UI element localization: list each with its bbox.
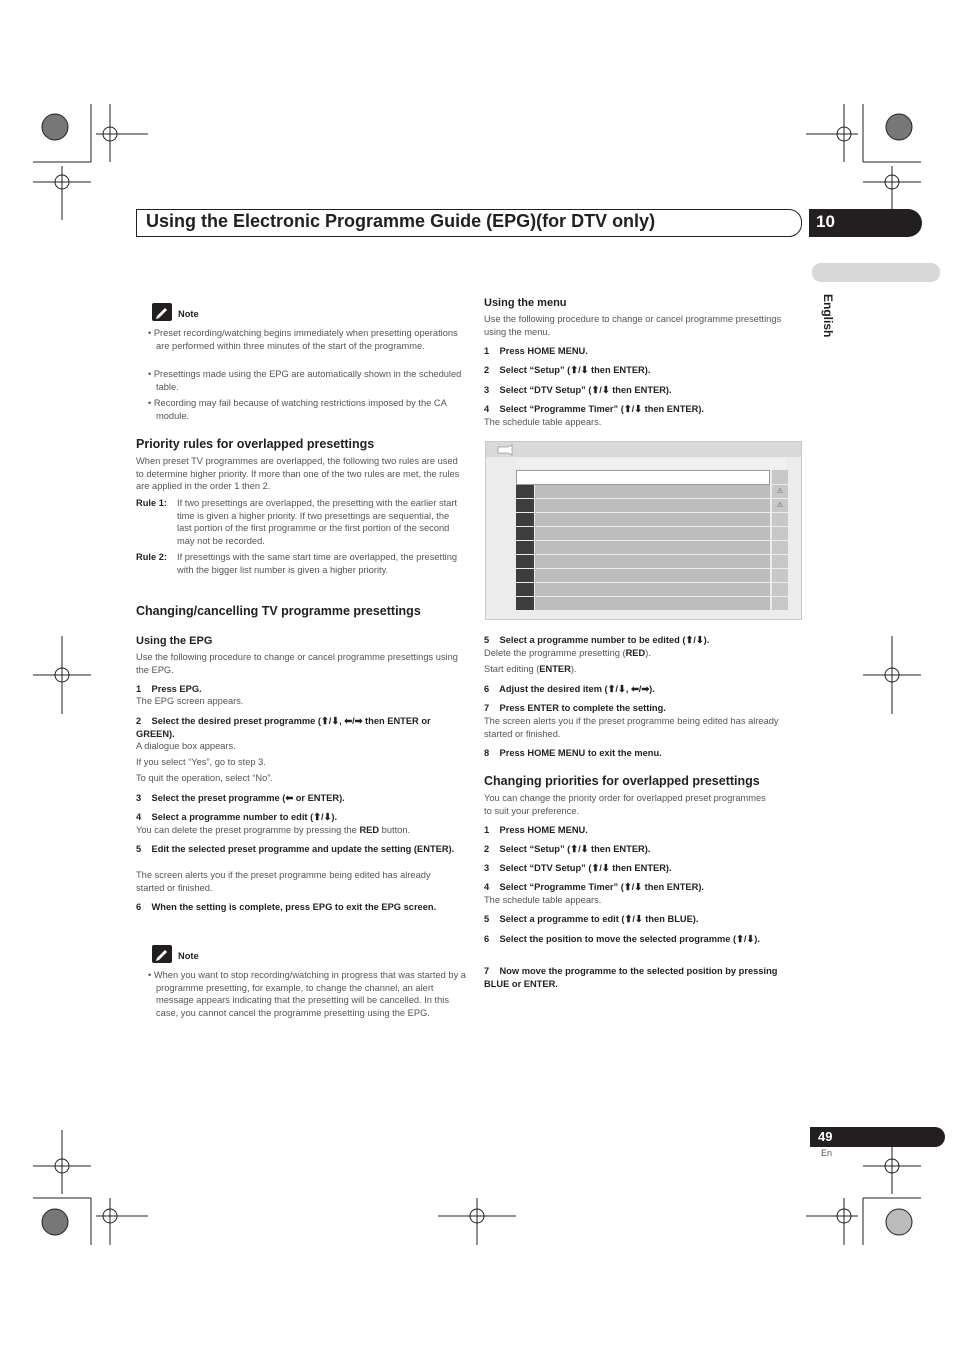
paragraph: Use the following procedure to change or cancel programme presettings using the EPG. (136, 652, 458, 675)
step-note: The screen alerts you if the preset programme being edited has already started or finished. (136, 870, 431, 893)
step-note: Delete the programme presetting (RED). (484, 648, 651, 658)
table-row (516, 499, 788, 512)
step: 7 Now move the programme to the selected position by pressing BLUE or ENTER. (484, 966, 781, 989)
step-note: You can delete the preset programme by pressing the RED button. (136, 825, 411, 835)
step: 4 Select “Programme Timer” (⬆/⬇ then ENTER). (484, 882, 704, 892)
table-row (516, 569, 788, 582)
note-label: Note (178, 951, 199, 961)
step-note: The schedule table appears. (484, 417, 602, 427)
note-bullet: • Recording may fail because of watching restrictions imposed by the CA module. (148, 398, 447, 421)
step: 6 Adjust the desired item (⬆/⬇, ⬅/➡). (484, 684, 655, 694)
step: 1 Press HOME MENU. (484, 825, 588, 835)
note-label: Note (178, 309, 199, 319)
table-row (516, 555, 788, 568)
step-note: The EPG screen appears. (136, 696, 244, 706)
rule-label: Rule 2: (136, 552, 168, 562)
section-heading: Priority rules for overlapped presettings (136, 437, 375, 451)
rule-text: If two presettings are overlapped, the presetting with the earlier start time is given a higher priority. If two presettings are sequential, the last portion of the first programme or the first portion of the second may not be recorded. (177, 498, 458, 546)
section-heading: Changing/cancelling TV programme presettings (136, 604, 421, 618)
step-note: If you select “Yes”, go to step 3. (136, 757, 266, 767)
warning-icon: ⚠ (772, 485, 788, 498)
section-heading: Changing priorities for overlapped presettings (484, 774, 760, 788)
step: 2 Select “Setup” (⬆/⬇ then ENTER). (484, 365, 651, 375)
step-note: The screen alerts you if the preset programme being edited has already started or finished. (484, 716, 779, 739)
step: 6 When the setting is complete, press EPG to exit the EPG screen. (136, 902, 437, 912)
note-bullet: • Presettings made using the EPG are automatically shown in the scheduled table. (148, 369, 462, 392)
step: 1 Press EPG. (136, 684, 202, 694)
step: 8 Press HOME MENU to exit the menu. (484, 748, 662, 758)
step: 7 Press ENTER to complete the setting. (484, 703, 666, 713)
paragraph: You can change the priority order for overlapped preset programmes to suit your preference. (484, 793, 766, 816)
table-row (516, 485, 788, 498)
step: 3 Select “DTV Setup” (⬆/⬇ then ENTER). (484, 863, 672, 873)
step: 2 Select “Setup” (⬆/⬇ then ENTER). (484, 844, 651, 854)
step: 3 Select the preset programme (⬅ or ENTER). (136, 793, 345, 803)
note-icon (152, 303, 172, 321)
language-code: En (821, 1148, 833, 1158)
language-label: English (821, 294, 835, 338)
note-bullet: • Preset recording/watching begins immediately when presetting operations are performed within three minutes of the start of the programme. (148, 328, 458, 351)
table-row (516, 597, 788, 610)
table-row (516, 527, 788, 540)
chapter-number: 10 (816, 212, 835, 231)
rule-label: Rule 1: (136, 498, 168, 508)
warning-icon: ⚠ (772, 499, 788, 512)
note-icon (152, 945, 172, 963)
timer-icon (496, 444, 514, 456)
table-row (516, 541, 788, 554)
selected-row (516, 470, 770, 485)
rule-text: If presettings with the same start time are overlapped, the presetting with the bigger list number is given a higher priority. (177, 552, 458, 575)
step: 2 Select the desired preset programme (⬆/⬇, ⬅/➡ then ENTER or GREEN). (136, 716, 434, 739)
step: 5 Select a programme to edit (⬆/⬇ then BLUE). (484, 914, 699, 924)
paragraph: Use the following procedure to change or cancel programme presettings using the menu. (484, 314, 782, 337)
chapter-badge (809, 209, 922, 237)
page-number-badge (810, 1127, 945, 1147)
screen-title-bar (486, 442, 801, 457)
table-row (516, 583, 788, 596)
subheading: Using the EPG (136, 635, 213, 647)
language-tab (812, 263, 940, 282)
page-title: Using the Electronic Programme Guide (EPG)(for DTV only) (146, 211, 656, 231)
step: 4 Select “Programme Timer” (⬆/⬇ then ENTER). (484, 404, 704, 414)
subheading: Using the menu (484, 297, 567, 309)
step: 1 Press HOME MENU. (484, 346, 588, 356)
selected-row-end (772, 470, 788, 484)
paragraph: When preset TV programmes are overlapped, the following two rules are used to determine higher priority. If more than one of the two rules are met, the rules are applied in the order 1 then 2. (136, 456, 460, 492)
step: 5 Edit the selected preset programme and update the setting (ENTER). (136, 844, 455, 854)
note-bullet: • When you want to stop recording/watching in progress that was started by a programme presetting, for example, to change the channel, an alert message appears indicating that the presetting will be cancelled. In this case, you cannot cancel the programme presetting using the EPG. (148, 970, 466, 1018)
screen-header-row (516, 459, 786, 469)
step: 4 Select a programme number to edit (⬆/⬇). (136, 812, 338, 822)
step-note: A dialogue box appears. (136, 741, 236, 751)
table-row (516, 513, 788, 526)
page-number: 49 (818, 1129, 833, 1144)
schedule-table-screenshot (485, 441, 802, 620)
step-note: To quit the operation, select “No”. (136, 773, 273, 783)
step-note: The schedule table appears. (484, 895, 602, 905)
step: 3 Select “DTV Setup” (⬆/⬇ then ENTER). (484, 385, 672, 395)
step: 6 Select the position to move the selected programme (⬆/⬇). (484, 934, 760, 944)
step: 5 Select a programme number to be edited (⬆/⬇). (484, 635, 710, 645)
step-note: Start editing (ENTER). (484, 664, 577, 674)
